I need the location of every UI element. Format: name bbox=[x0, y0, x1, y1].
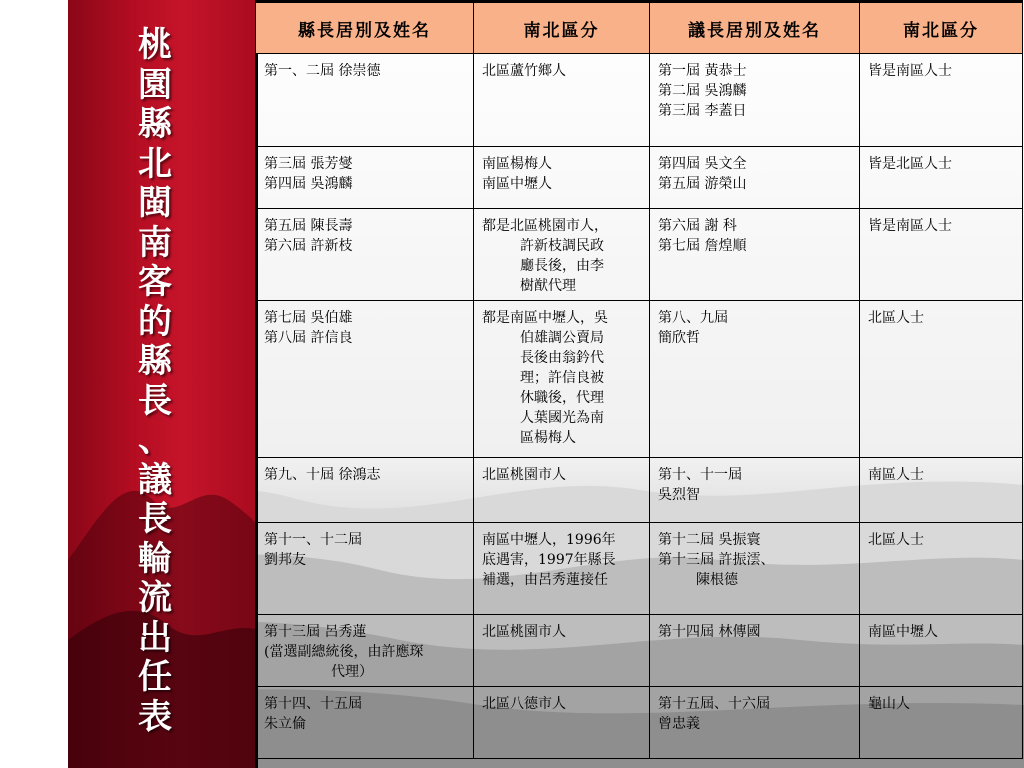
cell-mayor-region bbox=[474, 458, 650, 523]
cell-line: 第七屆 吳伯雄 bbox=[264, 310, 353, 326]
cell-line: 第六屆 許新枝 bbox=[264, 238, 353, 254]
left-margin bbox=[0, 0, 68, 768]
cell-line: 北區蘆竹鄉人 bbox=[482, 63, 566, 79]
cell-mayor bbox=[256, 54, 474, 147]
header-mayor: 縣長居別及姓名 bbox=[256, 2, 474, 54]
cell-line: 南區中壢人 bbox=[482, 176, 552, 192]
table-row bbox=[256, 458, 1023, 523]
cell-speaker bbox=[650, 687, 860, 759]
cell-line: 理；許信良被 bbox=[520, 370, 604, 386]
cell-speaker bbox=[650, 523, 860, 615]
title-char: 的 bbox=[138, 301, 172, 342]
title-char: 表 bbox=[138, 696, 172, 737]
title-char: 出 bbox=[138, 617, 172, 658]
table-row bbox=[256, 615, 1023, 687]
cell-line: 補選，由呂秀蓮接任 bbox=[482, 572, 608, 588]
cell-line: 第一、二屆 徐崇德 bbox=[264, 63, 381, 79]
cell-line: 休職後，代理 bbox=[520, 390, 604, 406]
cell-line: 吳烈智 bbox=[658, 487, 700, 503]
cell-line: 南區中壢人，1996年 bbox=[482, 532, 616, 548]
cell-speaker bbox=[650, 54, 860, 147]
table-row bbox=[256, 209, 1023, 301]
cell-line: 長後由翁鈐代 bbox=[520, 350, 604, 366]
cell-line: 龜山人 bbox=[868, 696, 910, 712]
table-row bbox=[256, 301, 1023, 458]
cell-speaker-region bbox=[860, 54, 1023, 147]
cell-line: 第一屆 黃恭士 bbox=[658, 63, 747, 79]
cell-mayor-region bbox=[474, 301, 650, 458]
cell-line: 第十五屆、十六屆 bbox=[658, 696, 770, 712]
cell-line: 區楊梅人 bbox=[520, 430, 576, 446]
cell-line: 第十一、十二屆 bbox=[264, 532, 362, 548]
cell-speaker-region bbox=[860, 523, 1023, 615]
title-char: 閩 bbox=[138, 183, 172, 223]
cell-line: 南區楊梅人 bbox=[482, 156, 552, 172]
cell-mayor-region bbox=[474, 147, 650, 209]
cell-speaker-region bbox=[860, 687, 1023, 759]
title-char: 輪 bbox=[138, 538, 172, 579]
cell-line: 第二屆 吳鴻麟 bbox=[658, 83, 747, 99]
header-mayor-region: 南北區分 bbox=[474, 2, 650, 54]
cell-line: 底遇害，1997年縣長 bbox=[482, 552, 616, 568]
cell-line: 皆是南區人士 bbox=[868, 218, 952, 234]
title-char: 園 bbox=[138, 64, 172, 105]
cell-line: 北區桃園市人 bbox=[482, 624, 566, 640]
cell-speaker bbox=[650, 209, 860, 301]
cell-line: 第五屆 游榮山 bbox=[658, 176, 747, 192]
title-char: 長 bbox=[138, 499, 172, 539]
cell-line: 第八、九屆 bbox=[658, 310, 728, 326]
cell-mayor bbox=[256, 615, 474, 687]
cell-line: 代理） bbox=[331, 664, 373, 680]
table-row bbox=[256, 54, 1023, 147]
cell-speaker-region bbox=[860, 147, 1023, 209]
title-char: 南 bbox=[138, 222, 172, 263]
title-char: 議 bbox=[138, 459, 172, 500]
title-char: 、 bbox=[138, 420, 172, 460]
cell-line: 北區人士 bbox=[868, 310, 924, 326]
cell-line: 皆是南區人士 bbox=[868, 63, 952, 79]
cell-line: 第八屆 許信良 bbox=[264, 330, 353, 346]
cell-mayor bbox=[256, 209, 474, 301]
title-char: 客 bbox=[138, 262, 172, 302]
cell-line: 南區中壢人 bbox=[868, 624, 938, 640]
title-char: 縣 bbox=[138, 104, 172, 144]
cell-mayor-region bbox=[474, 687, 650, 759]
cell-line: 第九、十屆 徐鴻志 bbox=[264, 467, 381, 483]
table-row bbox=[256, 687, 1023, 759]
title-char: 長 bbox=[138, 380, 172, 421]
title-char: 任 bbox=[138, 657, 172, 697]
header-speaker: 議長居別及姓名 bbox=[650, 2, 860, 54]
cell-mayor bbox=[256, 301, 474, 458]
cell-line: 第十三屆 呂秀蓮 bbox=[264, 624, 367, 640]
cell-mayor-region bbox=[474, 54, 650, 147]
cell-mayor bbox=[256, 523, 474, 615]
cell-line: 朱立倫 bbox=[264, 716, 306, 732]
cell-line: 第十二屆 吳振寰 bbox=[658, 532, 761, 548]
cell-speaker bbox=[650, 458, 860, 523]
cell-line: 廳長後，由李 bbox=[520, 258, 604, 274]
cell-line: 第六屆 謝 科 bbox=[658, 218, 737, 234]
cell-line: 第三屆 張芳燮 bbox=[264, 156, 353, 172]
cell-line: 皆是北區人士 bbox=[868, 156, 952, 172]
cell-line: 許新枝調民政 bbox=[520, 238, 604, 254]
title-char: 縣 bbox=[138, 341, 172, 381]
cell-line: 樹猷代理 bbox=[520, 278, 576, 294]
cell-speaker bbox=[650, 147, 860, 209]
table-header-row bbox=[256, 2, 1023, 54]
cell-line: 北區八德市人 bbox=[482, 696, 566, 712]
cell-line: 第十三屆 許振澐、 bbox=[658, 552, 775, 568]
cell-mayor bbox=[256, 687, 474, 759]
cell-line: 都是南區中壢人，吳 bbox=[482, 310, 608, 326]
title-char: 北 bbox=[138, 143, 172, 184]
cell-line: 第五屆 陳長壽 bbox=[264, 218, 353, 234]
table-row bbox=[256, 523, 1023, 615]
cell-speaker-region bbox=[860, 209, 1023, 301]
cell-line: 第七屆 詹煌順 bbox=[658, 238, 747, 254]
cell-mayor-region bbox=[474, 209, 650, 301]
cell-line: 伯雄調公賣局 bbox=[520, 330, 604, 346]
cell-speaker bbox=[650, 615, 860, 687]
header-speaker-region: 南北區分 bbox=[860, 2, 1023, 54]
cell-speaker bbox=[650, 301, 860, 458]
cell-line: 第四屆 吳文全 bbox=[658, 156, 747, 172]
cell-speaker-region bbox=[860, 615, 1023, 687]
cell-line: 人葉國光為南 bbox=[520, 410, 604, 426]
cell-mayor bbox=[256, 458, 474, 523]
title-char: 流 bbox=[138, 578, 172, 618]
cell-line: 陳根德 bbox=[696, 572, 738, 588]
cell-line: 第三屆 李蓋日 bbox=[658, 103, 747, 119]
cell-line: 都是北區桃園市人， bbox=[482, 218, 608, 234]
table-row bbox=[256, 147, 1023, 209]
cell-line: 北區桃園市人 bbox=[482, 467, 566, 483]
cell-line: 北區人士 bbox=[868, 532, 924, 548]
cell-line: (當選副總統後，由許應琛 bbox=[264, 644, 424, 660]
cell-speaker-region bbox=[860, 458, 1023, 523]
cell-line: 第十、十一屆 bbox=[658, 467, 742, 483]
cell-line: 簡欣哲 bbox=[658, 330, 700, 346]
cell-line: 第四屆 吳鴻麟 bbox=[264, 176, 353, 192]
title-char: 桃 bbox=[138, 25, 172, 65]
rotation-table bbox=[255, 0, 1023, 759]
vertical-title bbox=[130, 26, 180, 737]
cell-mayor-region bbox=[474, 615, 650, 687]
cell-line: 南區人士 bbox=[868, 467, 924, 483]
cell-speaker-region bbox=[860, 301, 1023, 458]
cell-mayor-region bbox=[474, 523, 650, 615]
cell-mayor bbox=[256, 147, 474, 209]
cell-line: 曾忠義 bbox=[658, 716, 700, 732]
cell-line: 劉邦友 bbox=[264, 552, 306, 568]
cell-line: 第十四屆 林傳國 bbox=[658, 624, 761, 640]
cell-line: 第十四、十五屆 bbox=[264, 696, 362, 712]
